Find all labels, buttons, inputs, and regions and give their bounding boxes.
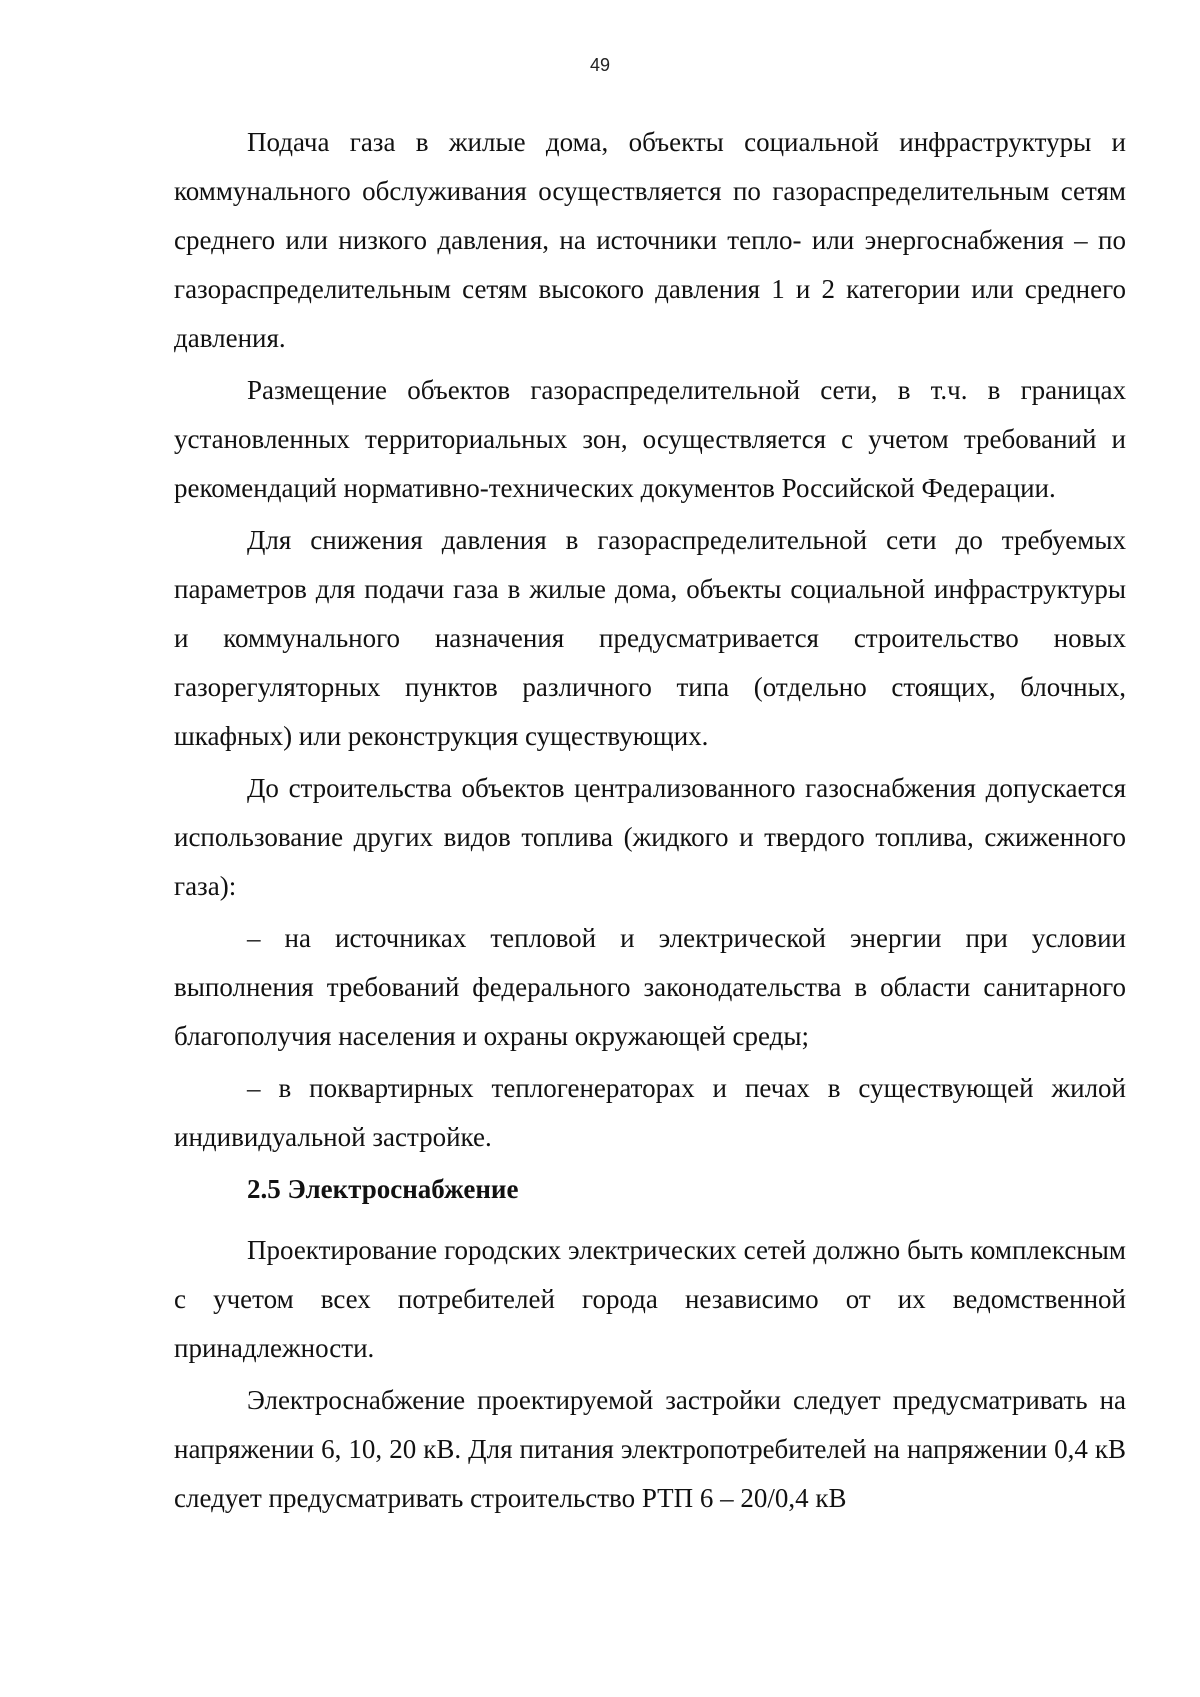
document-body (174, 118, 1126, 1526)
paragraph-other-fuels: До строительства объектов централизованного газоснабжения допускается использование других видов топлива (жидкого и твердого топлива, сжиженного газа): (174, 773, 1126, 901)
paragraph-voltage-levels: Электроснабжение проектируемой застройки следует предусматривать на напряжении 6, 10, 20 кВ. Для питания электропотребителей на напряжении 0,4 кВ следует предусматривать строительство РТП 6 – 20/0,4 кВ (174, 1385, 1126, 1513)
section-heading-power-supply: 2.5 Электроснабжение (247, 1174, 519, 1204)
paragraph-network-design: Проектирование городских электрических сетей должно быть комплексным с учетом всех потребителей города независимо от их ведомственной принадлежности. (174, 1235, 1126, 1363)
paragraph-pressure-reduction: Для снижения давления в газораспределительной сети до требуемых параметров для подачи газа в жилые дома, объекты социальной инфраструктуры и коммунального назначения предусматривается строительство новых газорегуляторных пунктов различного типа (отдельно стоящих, блочных, шкафных) или реконструкция существующих. (174, 525, 1126, 751)
list-item-heat-sources: – на источниках тепловой и электрической энергии при условии выполнения требований федерального законодательства в области санитарного благополучия населения и охраны окружающей среды; (174, 923, 1126, 1051)
paragraph-gas-network-placement: Размещение объектов газораспределительной сети, в т.ч. в границах установленных территориальных зон, осуществляется с учетом требований и рекомендаций нормативно-технических документов Российской Федерации. (174, 375, 1126, 503)
list-item-apartment-heaters: – в поквартирных теплогенераторах и печах в существующей жилой индивидуальной застройке. (174, 1073, 1126, 1152)
page-number: 49 (589, 55, 611, 75)
paragraph-gas-supply: Подача газа в жилые дома, объекты социальной инфраструктуры и коммунального обслуживания осуществляется по газораспределительным сетям среднего или низкого давления, на источники тепло- или энергоснабжения – по газораспределительным сетям высокого давления 1 и 2 категории или среднего давления. (174, 127, 1126, 353)
